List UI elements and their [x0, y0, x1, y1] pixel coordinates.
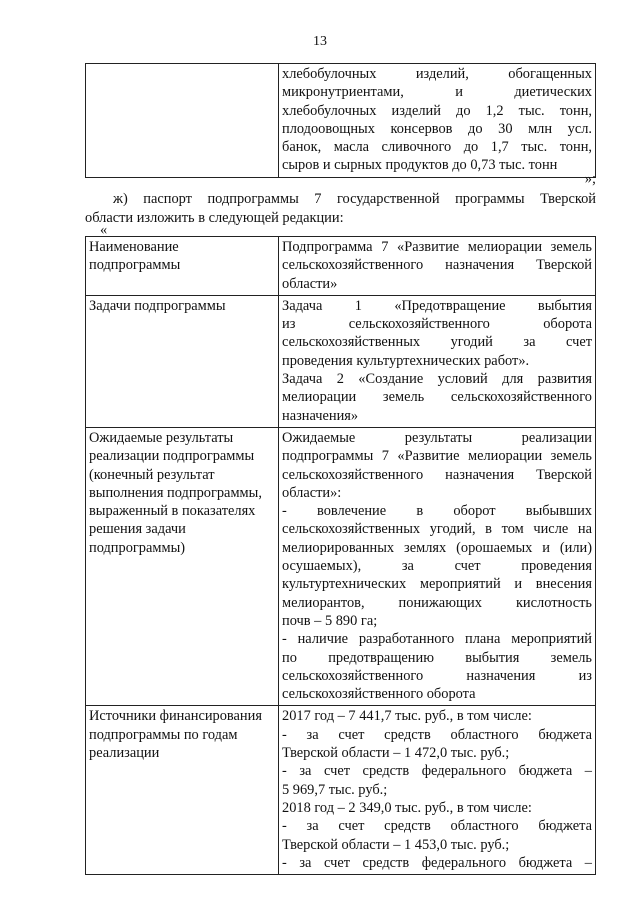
text-line: Подпрограмма 7 «Развитие мелиорации земель [282, 239, 592, 255]
text-line: подпрограммы 7 «Развитие мелиорации земель [282, 448, 592, 465]
text-line: 2018 год – 2 349,0 тыс. руб., в том числе: [282, 799, 532, 816]
text-line: 5 969,7 тыс. руб.; [282, 781, 388, 798]
label-line: подпрограммы [89, 257, 181, 274]
table-row [86, 295, 596, 427]
label-line: Источники финансирования [89, 708, 262, 725]
continuation-table [85, 63, 596, 178]
text-line: - за счет средств областного бюджета [282, 818, 592, 835]
label-line: выраженный в показателях [89, 503, 256, 520]
label-line: реализации подпрограммы [89, 448, 255, 465]
text-line: назначения» [282, 407, 359, 424]
text-line: - за счет средств федерального бюджета – [282, 854, 592, 871]
text-line: области» [282, 275, 338, 292]
text-line: Тверской области – 1 472,0 тыс. руб.; [282, 745, 510, 762]
label-cell [86, 427, 279, 705]
table-row [86, 706, 596, 875]
label-cell [86, 295, 279, 427]
label-line: реализации [89, 745, 160, 762]
text-line: сельскохозяйственного назначения Тверской [282, 466, 592, 483]
paragraph-line: области изложить в следующей редакции: [85, 210, 344, 226]
content-cell [279, 295, 596, 427]
text-line: хлебобулочных изделий до 1,2 тыс. тонн, [282, 102, 592, 119]
content-cell [279, 706, 596, 875]
text-line: Ожидаемые результаты реализации [282, 429, 592, 446]
text-line: Задача 2 «Создание условий для развития [282, 371, 592, 388]
table-row [86, 237, 596, 296]
text-line: сыров и сырных продуктов до 0,73 тыс. тонн [282, 157, 558, 174]
text-line: сельскохозяйственного назначения Тверской [282, 257, 592, 274]
text-line: проведения культуртехнических работ». [282, 352, 530, 369]
text-line: сельскохозяйственных угодий, в том числе на [282, 521, 592, 538]
text-line: - за счет средств областного бюджета [282, 726, 592, 743]
paragraph-line: ж) паспорт подпрограммы 7 государственной программы Тверской [113, 191, 596, 207]
content-cell [279, 237, 596, 296]
text-line: области»: [282, 484, 342, 501]
page-number: 13 [313, 34, 327, 49]
text-line: мелиорированных землях (орошаемых и (или) [282, 539, 592, 556]
text-line: Задача 1 «Предотвращение выбытия [282, 297, 592, 314]
text-line: мелиорантов, понижающих кислотность [282, 594, 592, 611]
table-row [86, 64, 596, 178]
text-line: - вовлечение в оборот выбывших [282, 503, 592, 520]
empty-label-cell [86, 64, 279, 178]
text-line: сельскохозяйственного оборота [282, 686, 476, 703]
text-line: 2017 год – 7 441,7 тыс. руб., в том числе: [282, 708, 532, 725]
table-row [86, 427, 596, 705]
label-line: подпрограммы по годам [89, 726, 238, 743]
text-line: хлебобулочных изделий, обогащенных [282, 66, 592, 82]
label-line: Наименование [89, 239, 179, 255]
label-line: Ожидаемые результаты [89, 429, 234, 446]
closing-quote: »; [584, 171, 596, 187]
text-line: мелиорации земель сельскохозяйственного [282, 389, 592, 406]
passport-table [85, 236, 596, 875]
label-line: подпрограммы) [89, 539, 186, 556]
label-cell [86, 237, 279, 296]
text-line: - за счет средств федерального бюджета – [282, 763, 592, 780]
text-line: по предотвращению выбытия земель [282, 649, 592, 666]
label-line: (конечный результат [89, 466, 215, 483]
text-line: культуртехнических мероприятий и внесения [282, 576, 592, 593]
content-cell [279, 64, 596, 178]
text-line: осушаемых), за счет проведения [282, 558, 592, 575]
text-line: почв – 5 890 га; [282, 612, 378, 629]
text-line: банок, масла сливочного до 1,7 тыс. тонн, [282, 139, 592, 156]
label-line: выполнения подпрограммы, [89, 484, 262, 501]
opening-quote: « [100, 222, 108, 238]
text-line: сельскохозяйственного назначения из [282, 667, 592, 684]
text-line: микронутриентами, и диетических [282, 84, 592, 101]
label-line: решения задачи [89, 521, 186, 538]
text-line: Тверской области – 1 453,0 тыс. руб.; [282, 836, 510, 853]
text-line: - наличие разработанного плана мероприятий [282, 631, 592, 648]
content-cell [279, 427, 596, 705]
text-line: плодоовощных консервов до 30 млн усл. [282, 120, 592, 137]
label-line: Задачи подпрограммы [89, 297, 226, 314]
text-line: из сельскохозяйственного оборота [282, 316, 592, 333]
text-line: сельскохозяйственных угодий за счет [282, 334, 592, 351]
label-cell [86, 706, 279, 875]
